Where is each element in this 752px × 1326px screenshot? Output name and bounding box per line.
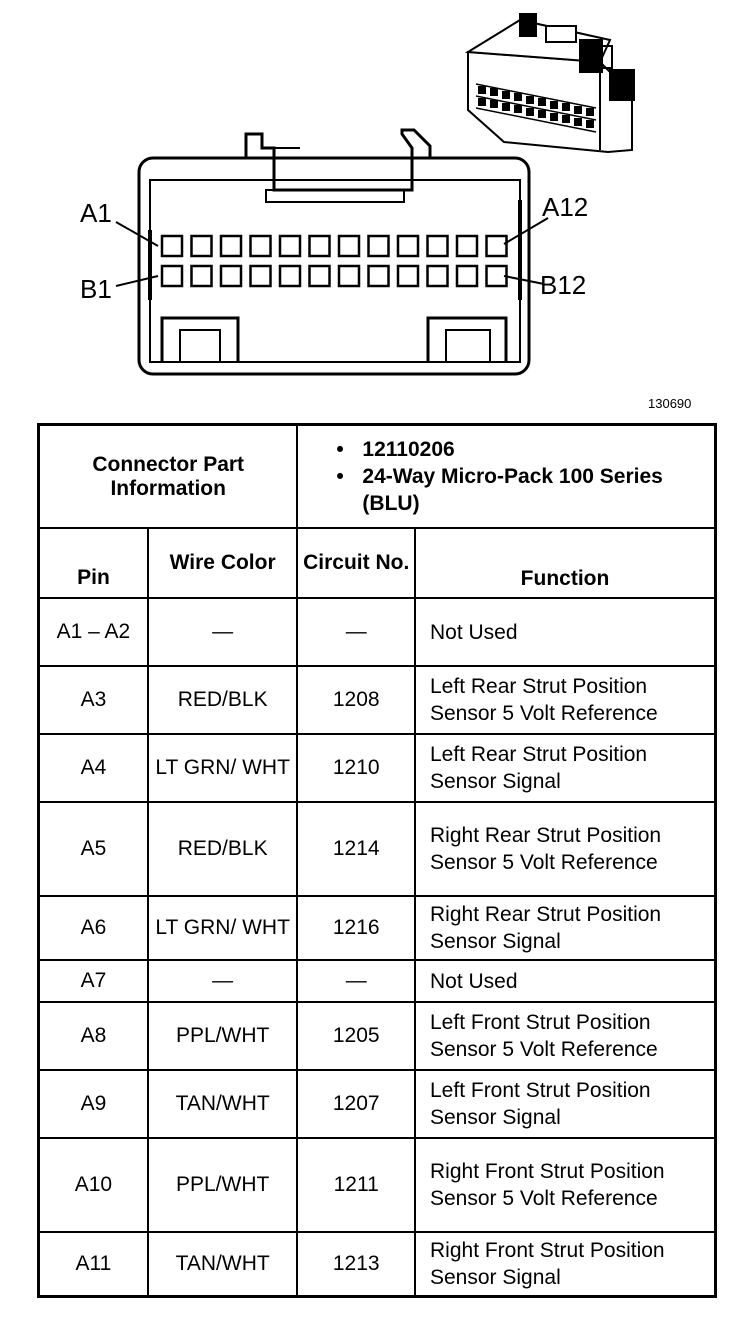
pin-cell: A10 [39, 1138, 148, 1232]
circuit-no-header: Circuit No. [297, 528, 415, 598]
wire-color-cell: LT GRN/ WHT [148, 896, 298, 960]
circuit-cell: 1208 [297, 666, 415, 734]
label-a12: A12 [542, 192, 589, 222]
wire-color-cell: TAN/WHT [148, 1232, 298, 1297]
pin-cell: A4 [39, 734, 148, 802]
pin-cavity [457, 236, 477, 256]
table-row [39, 1002, 716, 1070]
circuit-cell: 1213 [297, 1232, 415, 1297]
pin-cell: A6 [39, 896, 148, 960]
circuit-cell: 1211 [297, 1138, 415, 1232]
circuit-cell: 1205 [297, 1002, 415, 1070]
table-row [39, 960, 716, 1002]
table-row [39, 666, 716, 734]
pin-cavity [280, 236, 300, 256]
pin-cavity [221, 266, 241, 286]
pin-cell: A11 [39, 1232, 148, 1297]
function-cell: Left Front Strut Position Sensor 5 Volt Reference [415, 1002, 716, 1070]
wire-color-cell: TAN/WHT [148, 1070, 298, 1138]
part-number: • 12110206 [336, 436, 714, 463]
pin-cell: A9 [39, 1070, 148, 1138]
pin-cavity [162, 266, 182, 286]
pin-cavity [310, 266, 330, 286]
table-row [39, 802, 716, 896]
circuit-cell: — [297, 960, 415, 1002]
wire-color-cell: — [148, 960, 298, 1002]
pin-cavity [339, 236, 359, 256]
wire-color-cell: LT GRN/ WHT [148, 734, 298, 802]
label-b1: B1 [80, 274, 112, 304]
circuit-cell: 1207 [297, 1070, 415, 1138]
pin-cell: A1 – A2 [39, 598, 148, 666]
wire-color-cell: PPL/WHT [148, 1138, 298, 1232]
function-cell: Left Front Strut Position Sensor Signal [415, 1070, 716, 1138]
part-info-label: Connector Part Information [39, 425, 298, 529]
pin-header: Pin [39, 528, 148, 598]
pin-cavity [428, 266, 448, 286]
pin-cavities [162, 236, 507, 286]
pin-cavity [369, 236, 389, 256]
function-cell: Right Front Strut Position Sensor 5 Volt Reference [415, 1138, 716, 1232]
pin-cavity [310, 236, 330, 256]
label-b12: B12 [540, 270, 587, 300]
function-header: Function [415, 528, 716, 598]
connector-drawing [0, 0, 752, 420]
connector-diagram [0, 0, 752, 420]
table-row [39, 1138, 716, 1232]
pin-cavity [487, 236, 507, 256]
pin-cavity [192, 266, 212, 286]
pin-cell: A5 [39, 802, 148, 896]
function-cell: Right Front Strut Position Sensor Signal [415, 1232, 716, 1297]
wire-color-cell: RED/BLK [148, 802, 298, 896]
function-cell: Right Rear Strut Position Sensor 5 Volt Reference [415, 802, 716, 896]
wire-color-cell: — [148, 598, 298, 666]
wire-color-cell: PPL/WHT [148, 1002, 298, 1070]
pin-cell: A7 [39, 960, 148, 1002]
wire-color-header: Wire Color [148, 528, 298, 598]
pin-cavity [428, 236, 448, 256]
column-header-row [39, 528, 716, 598]
circuit-cell: 1210 [297, 734, 415, 802]
pin-cavity [487, 266, 507, 286]
function-cell: Left Rear Strut Position Sensor Signal [415, 734, 716, 802]
table-row [39, 598, 716, 666]
pin-cavity [251, 266, 271, 286]
table-row [39, 1232, 716, 1297]
connector-3d-view [468, 14, 634, 152]
pin-cavity [369, 266, 389, 286]
pin-cavity [398, 266, 418, 286]
pin-cavity [339, 266, 359, 286]
table-row [39, 734, 716, 802]
function-cell: Right Rear Strut Position Sensor Signal [415, 896, 716, 960]
function-cell: Not Used [415, 960, 716, 1002]
circuit-cell: 1214 [297, 802, 415, 896]
part-info-details [297, 425, 715, 529]
pin-cavity [192, 236, 212, 256]
figure-number: 130690 [648, 396, 692, 411]
pin-cell: A8 [39, 1002, 148, 1070]
table-row [39, 896, 716, 960]
pin-cavity [251, 236, 271, 256]
pin-cell: A3 [39, 666, 148, 734]
pin-cavity [398, 236, 418, 256]
connector-table [37, 423, 717, 1298]
circuit-cell: — [297, 598, 415, 666]
connector-type: • 24-Way Micro-Pack 100 Series (BLU) [336, 463, 714, 517]
part-info-row [39, 425, 716, 529]
function-cell: Not Used [415, 598, 716, 666]
pin-cavity [221, 236, 241, 256]
label-a1: A1 [80, 198, 112, 228]
wire-color-cell: RED/BLK [148, 666, 298, 734]
table-row [39, 1070, 716, 1138]
pin-cavity [280, 266, 300, 286]
pin-cavity [162, 236, 182, 256]
pin-cavity [457, 266, 477, 286]
circuit-cell: 1216 [297, 896, 415, 960]
function-cell: Left Rear Strut Position Sensor 5 Volt Reference [415, 666, 716, 734]
